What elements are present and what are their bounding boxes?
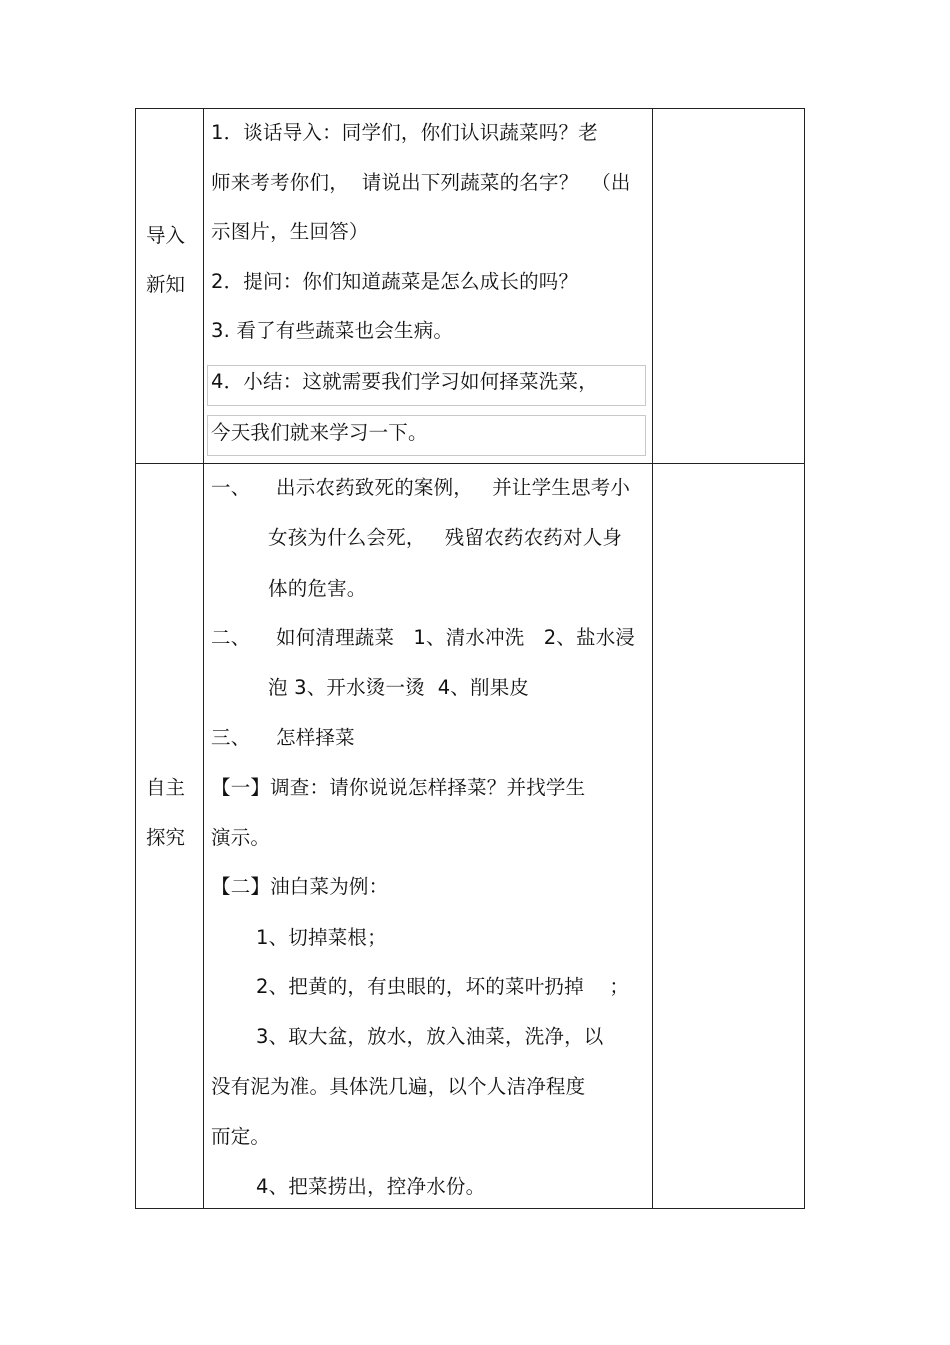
content-line: 一、 出示农药致死的案例， 并让学生思考小 bbox=[211, 476, 631, 499]
content-line: 1．谈话导入：同学们，你们认识蔬菜吗？老 bbox=[211, 121, 598, 144]
content-line: 今天我们就来学习一下。 bbox=[211, 421, 428, 444]
content-line: 【二】油白菜为例： bbox=[211, 875, 389, 898]
row-divider bbox=[136, 463, 804, 464]
row-label-intro-2: 新知 bbox=[146, 273, 186, 296]
content-line: 【一】调查：请你说说怎样择菜？并找学生 bbox=[211, 776, 586, 799]
content-line: 没有泥为准。具体洗几遍，以个人洁净程度 bbox=[211, 1075, 586, 1098]
row-label-intro-1: 导入 bbox=[146, 224, 186, 247]
content-line: 4、把菜捞出，控净水份。 bbox=[256, 1175, 486, 1198]
column-divider bbox=[203, 109, 204, 1208]
content-line: 体的危害。 bbox=[268, 577, 367, 600]
content-line: 而定。 bbox=[211, 1125, 271, 1148]
content-line: 4．小结：这就需要我们学习如何择菜洗菜， bbox=[211, 370, 598, 393]
content-line: 示图片，生回答） bbox=[211, 220, 369, 243]
content-line: 2、把黄的，有虫眼的，坏的菜叶扔掉 ； bbox=[256, 975, 630, 998]
row-label-explore-1: 自主 bbox=[146, 776, 186, 799]
content-line: 演示。 bbox=[211, 826, 271, 849]
content-line: 师来考考你们， 请说出下列蔬菜的名字？ （出 bbox=[211, 171, 631, 194]
content-line: 3、取大盆，放水，放入油菜，洗净，以 bbox=[256, 1025, 604, 1048]
content-line: 泡 3、开水烫一烫 4、削果皮 bbox=[268, 676, 530, 699]
content-line: 1、切掉菜根； bbox=[256, 926, 387, 949]
row-label-explore-2: 探究 bbox=[146, 826, 186, 849]
content-line: 3. 看了有些蔬菜也会生病。 bbox=[211, 319, 454, 342]
content-line: 二、 如何清理蔬菜 1、清水冲洗 2、盐水浸 bbox=[211, 626, 636, 649]
content-line: 女孩为什么会死， 残留农药农药对人身 bbox=[268, 526, 623, 549]
column-divider bbox=[652, 109, 653, 1208]
content-line: 2．提问：你们知道蔬菜是怎么成长的吗？ bbox=[211, 270, 579, 293]
content-line: 三、 怎样择菜 bbox=[211, 726, 355, 749]
